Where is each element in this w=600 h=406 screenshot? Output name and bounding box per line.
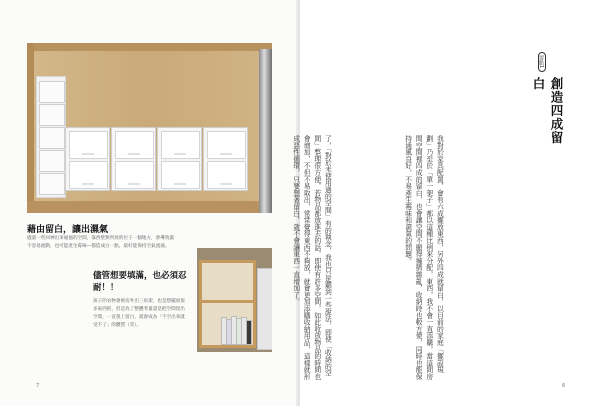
- page-number-left: 7: [36, 383, 40, 389]
- body-text-upper: [402, 135, 512, 381]
- caption1-text: 儘量一些回神出來通風的空間，靠西壁無所放的位子一個地方，會導致濕不容易流動，也可能產生霉味—都造成白一點，最好能保持空氣流通。: [27, 236, 175, 249]
- body-text-lower: [290, 135, 400, 381]
- closet-drawers-photo: [27, 43, 272, 213]
- caption2-text: 孩子的衣物會被房外出三角架，也是想擺放很多東西的，但是為了整體考量還是把空間留出空間，一直很上留白，就會成為「不空出來就受不了」的體質（笑）。: [93, 299, 185, 328]
- caption1-title: 藉由留白，讓出濕氣: [27, 225, 109, 235]
- caption2-title: 儘管想要填滿，也必須忍耐！！: [93, 271, 187, 293]
- page-title: 創造四成留白: [531, 77, 564, 145]
- point-badge: 要點1: [538, 52, 546, 72]
- section-heading: [528, 50, 564, 150]
- paragraph-1: 我對於家具配置，會有六成擺放東西，另外四成就留白，以目前的家庭「擺設規劃」乃至於「單一架子」都以這種比例來分配，東西，我不會一直添購，當這間房間空間裡四成的留白，也會讓空間不顯得擁擠雜亂，收納時也較方便，同時也能保持通風良好，不易產生霉味和濕氣的問題。: [403, 135, 444, 380]
- page-number-right: 6: [562, 383, 566, 389]
- paragraph-2: 了，「對於未使用過的空間」有的執念，我也只是聽到一些說法，即使「收納的空間」整理很方便，若物品都放進去的話，即使有許多空間，如此收放物品的時間也會增加，不但不易取出，常常覺得東西不夠放，就會更加添購收納用品，這樣就形成惡性循環，只要想著留白，就不會讓東西一直增加了。: [291, 135, 332, 380]
- bookshelf-photo: [197, 248, 272, 352]
- left-page: [0, 0, 298, 406]
